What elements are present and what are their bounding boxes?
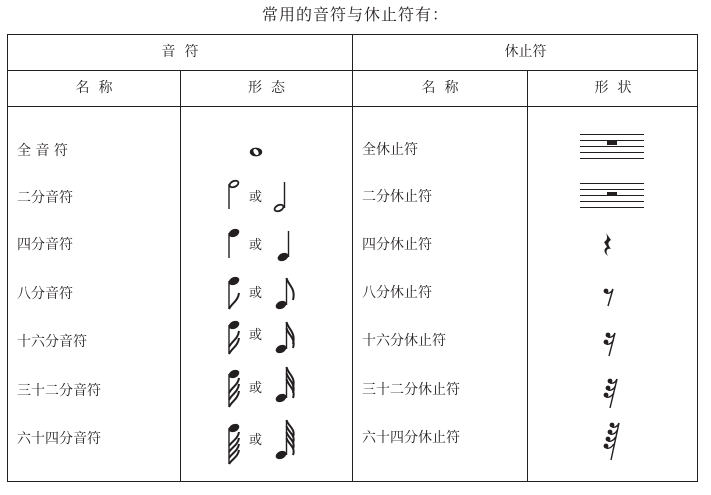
rest-name: 八分休止符: [362, 285, 432, 301]
note-name: 全 音 符: [17, 143, 68, 159]
rest-shape-header: 形 状: [594, 80, 632, 96]
quarter-note-icon: [226, 227, 242, 263]
sixty-fourth-note-icon: [272, 418, 300, 464]
sixty-fourth-rest-icon: [602, 420, 622, 462]
page-title: 常用的音符与休止符有：: [261, 5, 449, 24]
half-rest-icon: [580, 181, 644, 213]
thirty-second-rest-icon: [602, 376, 620, 410]
note-name: 十六分音符: [17, 334, 87, 350]
thirty-second-note-icon: [272, 365, 300, 407]
half-note-icon: [226, 178, 242, 214]
sixteenth-note-icon: [226, 319, 246, 357]
or-label: 或: [249, 433, 263, 448]
notes-group-header: 音 符: [161, 44, 199, 60]
rest-name: 全休止符: [362, 142, 418, 158]
whole-note-icon: [246, 144, 266, 160]
rest-name: 二分休止符: [362, 189, 432, 205]
note-name: 八分音符: [17, 286, 73, 302]
rest-name: 十六分休止符: [362, 333, 446, 349]
or-label: 或: [249, 190, 263, 205]
eighth-note-icon: [226, 275, 246, 313]
eighth-rest-icon: [602, 286, 616, 308]
note-name: 三十二分音符: [17, 383, 101, 399]
note-name-header: 名 称: [75, 80, 113, 96]
rests-group-header: 休止符: [504, 44, 547, 60]
table-divider: [527, 70, 528, 482]
sixteenth-note-icon: [272, 320, 300, 358]
table-divider: [352, 34, 353, 482]
quarter-rest-icon: [600, 232, 616, 262]
or-label: 或: [249, 381, 263, 396]
note-shape-header: 形 态: [248, 80, 285, 96]
thirty-second-note-icon: [226, 368, 246, 410]
rest-name: 三十二分休止符: [362, 382, 460, 398]
note-name: 六十四分音符: [17, 431, 101, 447]
sixteenth-rest-icon: [602, 330, 618, 358]
or-label: 或: [249, 328, 263, 343]
table-divider: [180, 70, 181, 482]
rest-name-header: 名 称: [421, 80, 459, 96]
rest-name: 六十四分休止符: [362, 430, 460, 446]
quarter-note-icon: [274, 229, 294, 265]
note-name: 四分音符: [17, 237, 73, 253]
or-label: 或: [249, 286, 263, 301]
whole-rest-icon: [580, 132, 644, 164]
sixty-fourth-note-icon: [226, 422, 246, 466]
half-note-icon: [270, 180, 290, 216]
rest-name: 四分休止符: [362, 237, 432, 253]
eighth-note-icon: [272, 276, 300, 314]
or-label: 或: [249, 238, 263, 253]
note-name: 二分音符: [17, 190, 73, 206]
